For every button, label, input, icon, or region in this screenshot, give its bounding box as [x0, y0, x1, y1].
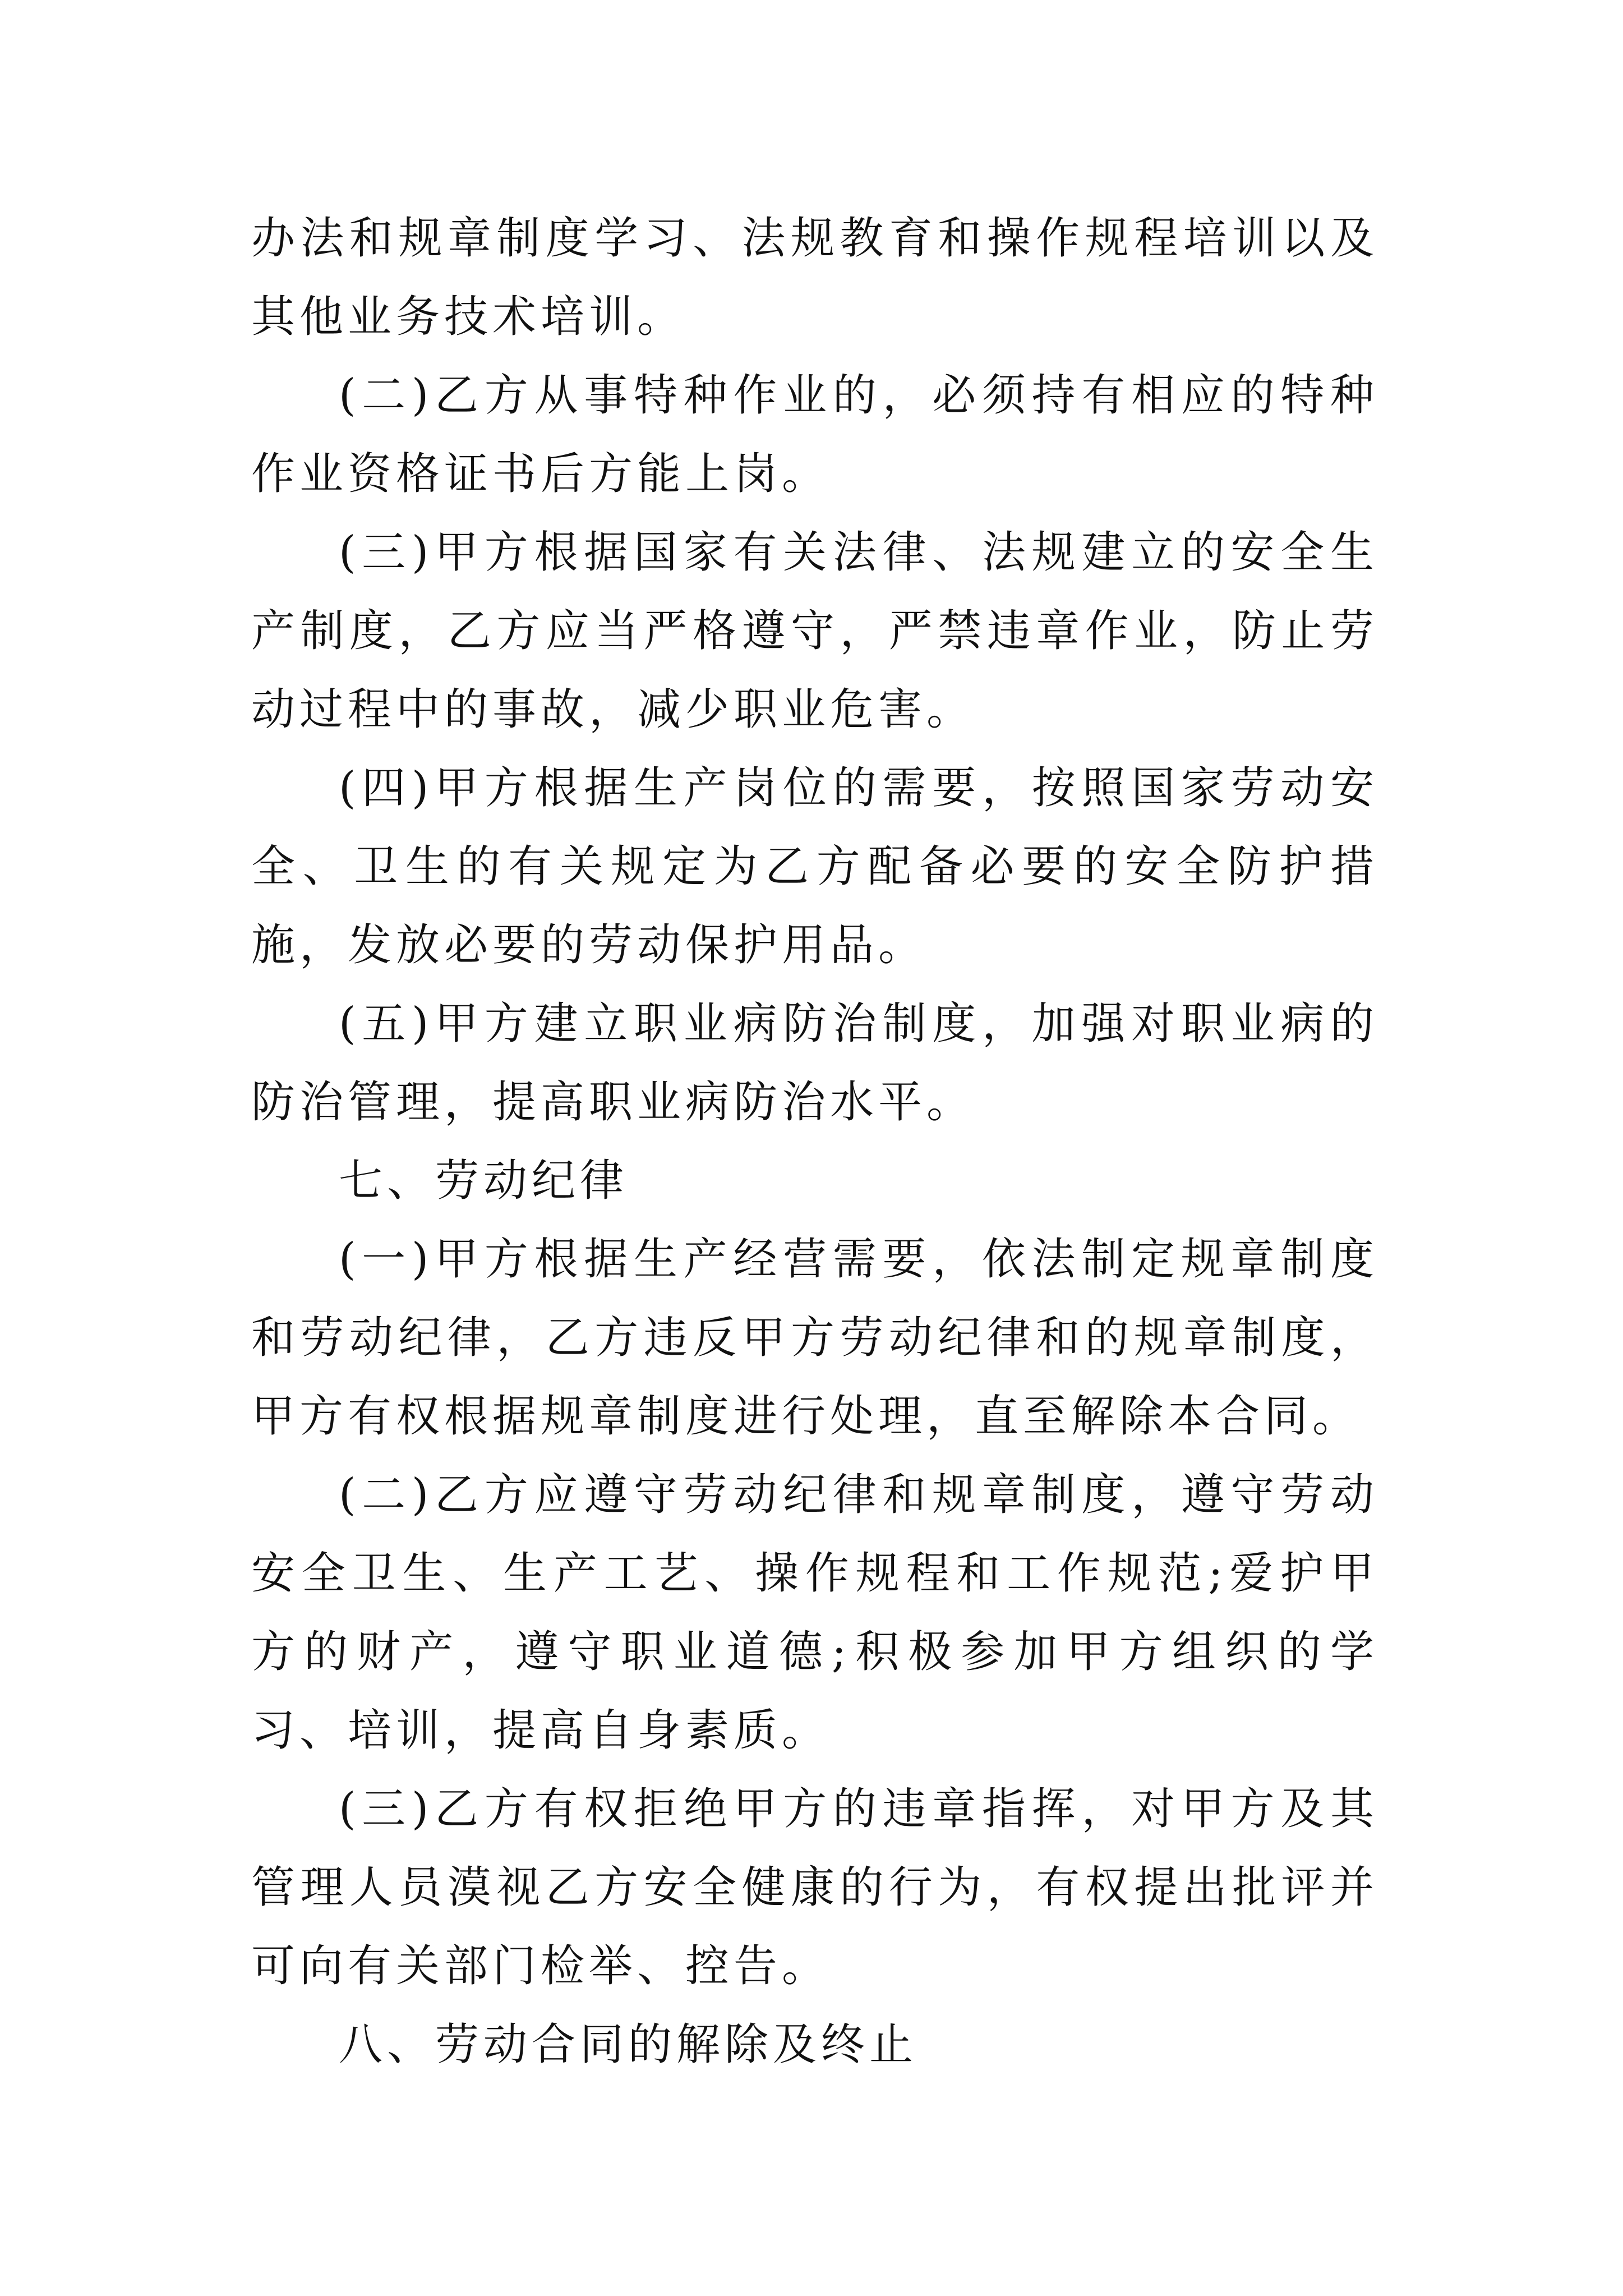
paragraph-training-continued: 办法和规章制度学习、法规教育和操作规程培训以及其他业务技术培训。	[251, 213, 1378, 342]
section-heading-termination: 八、劳动合同的解除及终止	[339, 2019, 918, 2070]
paragraph-employee-obligations: (二)乙方应遵守劳动纪律和规章制度，遵守劳动安全卫生、生产工艺、操作规程和工作规范;爱护甲方的财产，遵守职业道德;积极参加甲方组织的学习、培训，提高自身素质。	[251, 1470, 1378, 1756]
paragraph-rules-and-discipline: (一)甲方根据生产经营需要，依法制定规章制度和劳动纪律，乙方违反甲方劳动纪律和的规章制度，甲方有权根据规章制度进行处理，直至解除本合同。	[251, 1234, 1378, 1442]
section-heading-labor-discipline: 七、劳动纪律	[339, 1156, 629, 1206]
paragraph-employee-rights: (三)乙方有权拒绝甲方的违章指挥，对甲方及其管理人员漠视乙方安全健康的行为，有权提出批评并可向有关部门检举、控告。	[251, 1784, 1378, 1991]
paragraph-safety-system: (三)甲方根据国家有关法律、法规建立的安全生产制度，乙方应当严格遵守，严禁违章作业，防止劳动过程中的事故，减少职业危害。	[251, 527, 1378, 735]
paragraph-occupational-disease: (五)甲方建立职业病防治制度，加强对职业病的防治管理，提高职业病防治水平。	[251, 999, 1378, 1128]
paragraph-special-operations: (二)乙方从事特种作业的，必须持有相应的特种作业资格证书后方能上岗。	[251, 370, 1378, 499]
paragraph-protective-equipment: (四)甲方根据生产岗位的需要，按照国家劳动安全、卫生的有关规定为乙方配备必要的安全防护措施，发放必要的劳动保护用品。	[251, 763, 1378, 970]
document-page	[251, 199, 1378, 2084]
